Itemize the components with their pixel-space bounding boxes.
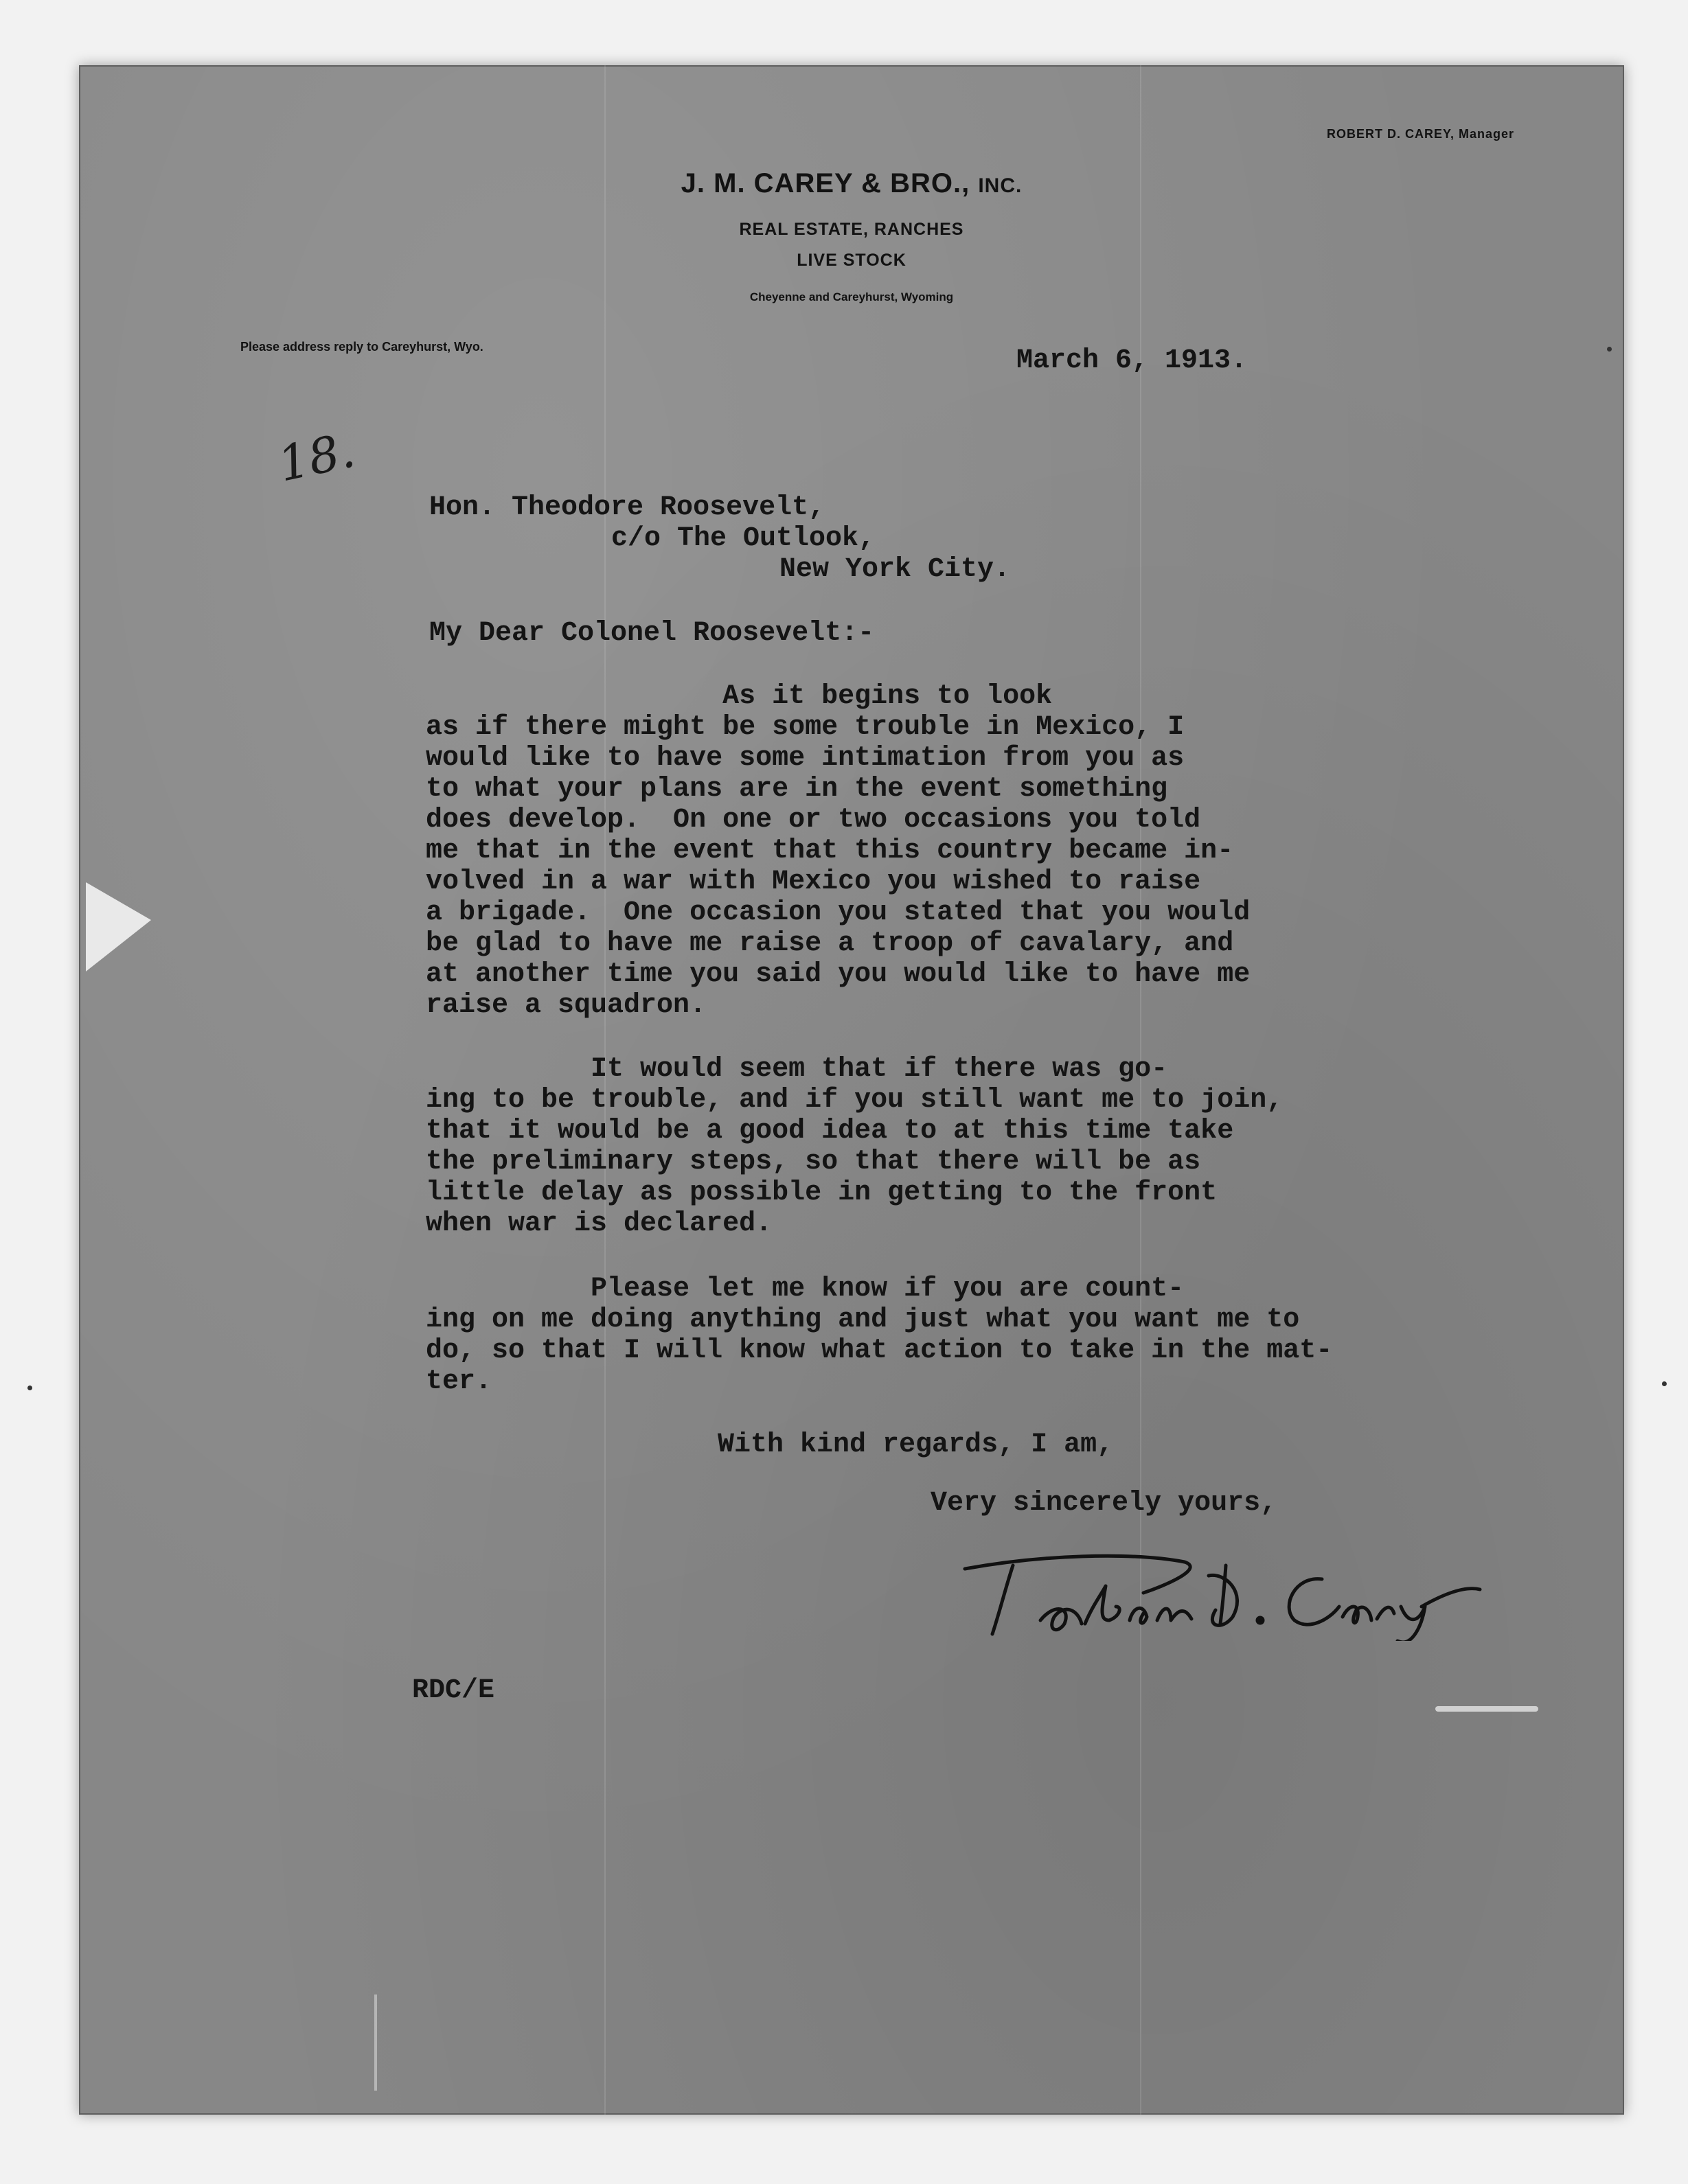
address-line-2: c/o The Outlook,: [611, 523, 876, 554]
scan-speck: [1662, 1381, 1667, 1386]
letter-date: March 6, 1913.: [1016, 345, 1248, 376]
closing-line: With kind regards, I am,: [718, 1429, 1114, 1460]
letter-sheet: [79, 65, 1624, 2115]
address-line-3: New York City.: [779, 554, 1011, 585]
letterhead-line-1: REAL ESTATE, RANCHES: [739, 220, 964, 239]
paper-blemish: [374, 1995, 377, 2091]
salutation: My Dear Colonel Roosevelt:-: [429, 618, 875, 649]
paragraph-3: Please let me know if you are count- ing on me doing anything and just what you want me to do, so that I will know what action to take in the mat- ter.: [426, 1274, 1333, 1397]
handwritten-signature: [937, 1538, 1501, 1641]
paragraph-1: As it begins to look as if there might be some trouble in Mexico, I would like to have some intimation from you as to what your plans are in the event something does develop. On one or two occasions you told me that in the event that this country became in- volved in a war with Mexico you wished to raise a brigade. One occasion you stated that you would be glad to have me raise a troop of cavalary, and at another time you said you would like to have me raise a squadron.: [426, 681, 1251, 1021]
letterhead-location: Cheyenne and Careyhurst, Wyoming: [749, 290, 954, 303]
paragraph-2: It would seem that if there was go- ing to be trouble, and if you still want me to join, that it would be a good idea to at this time take the preliminary steps, so that there will be as little delay as possible in getting to the front when war is declared.: [426, 1054, 1284, 1239]
company-name: J. M. CAREY & BRO.,: [681, 168, 970, 198]
letterhead-company: [79, 168, 1624, 199]
typist-initials: RDC/E: [412, 1675, 495, 1706]
reply-note: Please address reply to Careyhurst, Wyo.: [240, 340, 483, 354]
handwritten-number: 18.: [273, 422, 360, 493]
letterhead-line-2: LIVE STOCK: [797, 251, 906, 270]
valediction: Very sincerely yours,: [931, 1488, 1277, 1519]
paper-blemish: [1435, 1706, 1538, 1712]
torn-edge: [86, 882, 151, 972]
scan-speck: [1607, 347, 1612, 352]
scan-speck: [27, 1386, 32, 1390]
letterhead-manager: ROBERT D. CAREY, Manager: [1326, 127, 1514, 141]
company-suffix: INC.: [978, 174, 1023, 197]
address-line-1: Hon. Theodore Roosevelt,: [429, 492, 825, 523]
